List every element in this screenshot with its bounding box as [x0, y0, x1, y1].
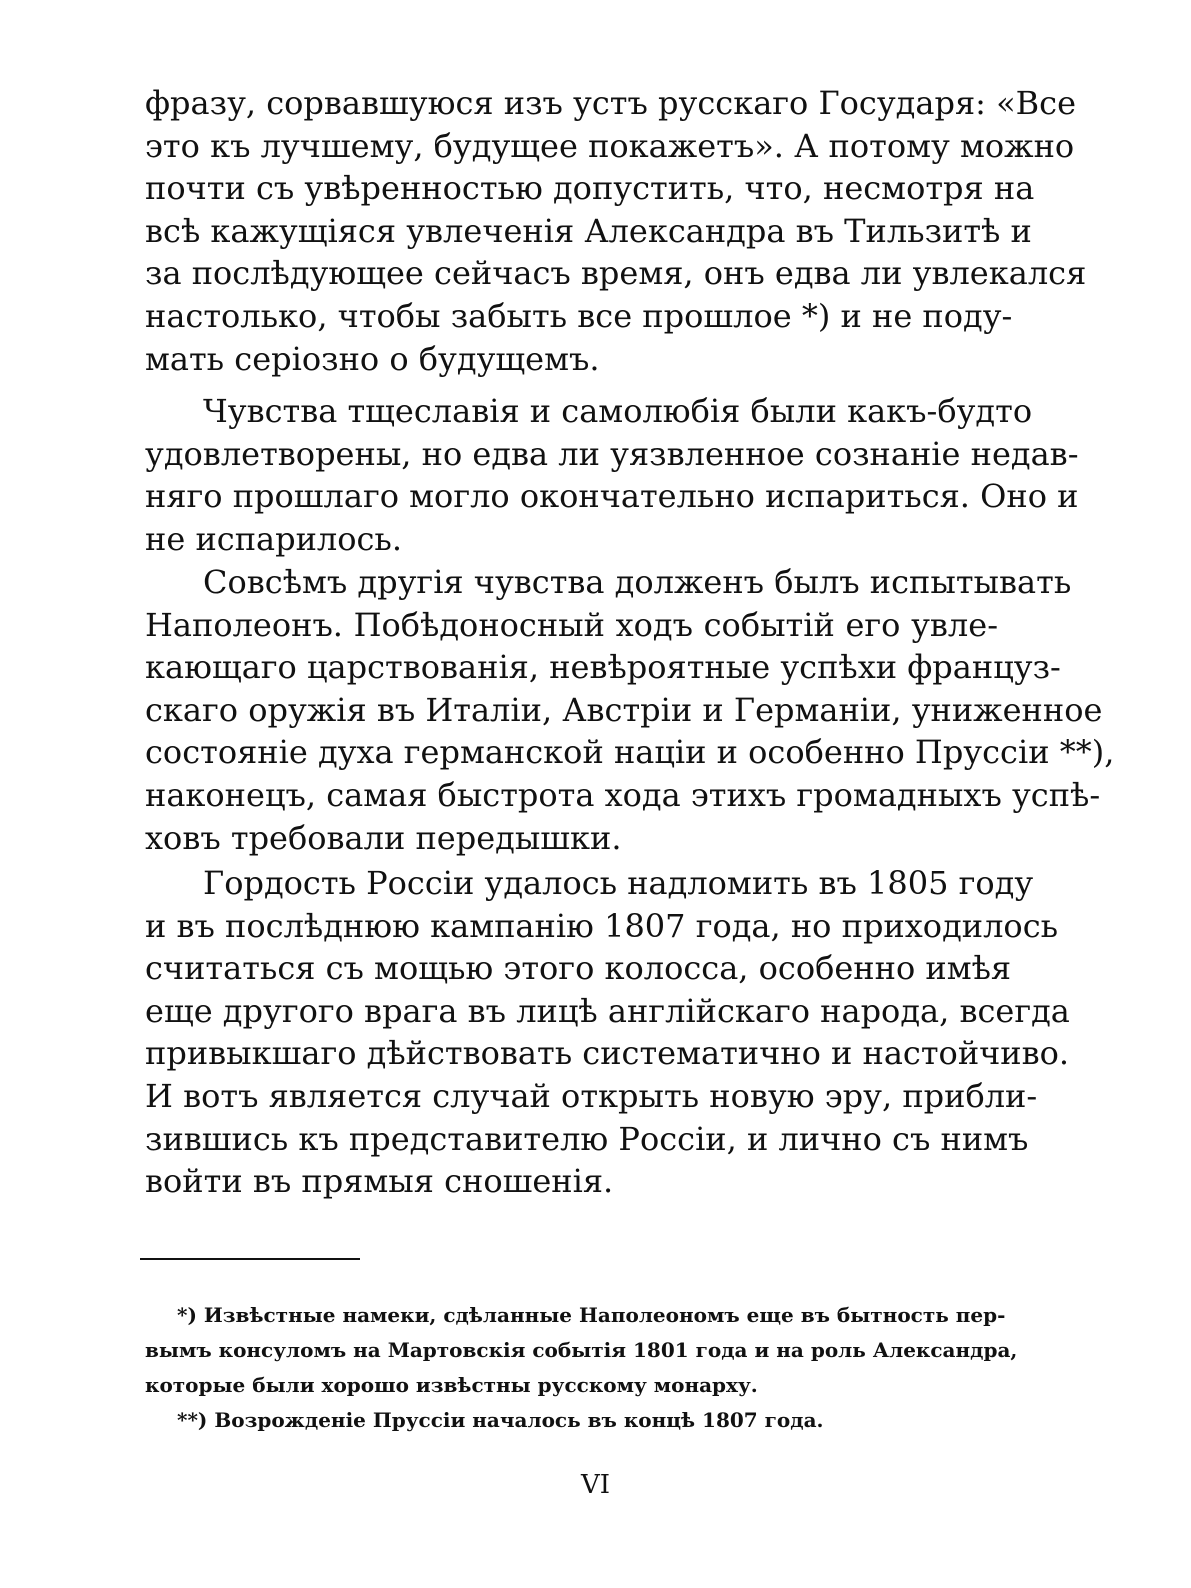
text-line: удовлетворены, но едва ли уязвленное сознаніе недав-: [145, 434, 1079, 473]
text-line: кающаго царствованія, невѣроятные успѣхи француз-: [145, 648, 1061, 687]
text-line: войти въ прямыя сношенія.: [145, 1162, 614, 1201]
paragraph-3: [145, 561, 1115, 859]
text-line: привыкшаго дѣйствовать систематично и настойчиво.: [145, 1034, 1070, 1073]
paragraph-4: [145, 862, 1070, 1203]
footnote-divider: [140, 1258, 360, 1260]
text-line: мать серіозно о будущемъ.: [145, 339, 600, 378]
footnote-2: [145, 1403, 998, 1438]
text-line: няго прошлаго могло окончательно испариться. Оно и: [145, 477, 1079, 516]
text-line: Гордость Россіи удалось надломить въ 1805 году: [203, 864, 1034, 902]
text-line: скаго оружія въ Италіи, Австріи и Германіи, униженное: [145, 690, 1103, 729]
text-line: это къ лучшему, будущее покажетъ». А потому можно: [145, 126, 1075, 165]
text-line: И вотъ является случай открыть новую эру, прибли-: [145, 1076, 1038, 1115]
text-line: ховъ требовали передышки.: [145, 818, 622, 857]
text-line: Совсѣмъ другія чувства долженъ былъ испытывать: [203, 563, 1072, 601]
text-line: Наполеонъ. Побѣдоносный ходъ событій его увле-: [145, 605, 998, 644]
footnote-line: **) Возрожденіе Пруссіи началось въ концѣ 1807 года.: [177, 1408, 824, 1432]
footnote-1: [145, 1298, 1018, 1403]
text-line: зившись къ представителю Россіи, и лично съ нимъ: [145, 1119, 1029, 1158]
text-line: Чувства тщеславія и самолюбія были какъ-будто: [203, 392, 1033, 430]
text-line: не испарилось.: [145, 519, 403, 558]
text-line: и въ послѣднюю кампанію 1807 года, но приходилось: [145, 906, 1059, 945]
text-line: фразу, сорвавшуюся изъ устъ русскаго Государя: «Все: [145, 84, 1077, 122]
text-line: за послѣдующее сейчасъ время, онъ едва ли увлекался: [145, 254, 1087, 293]
text-line: всѣ кажущіяся увлеченія Александра въ Тильзитѣ и: [145, 211, 1032, 250]
footnotes: [145, 1298, 1018, 1438]
text-line: почти съ увѣренностью допустить, что, несмотря на: [145, 169, 1035, 208]
text-line: настолько, чтобы забыть все прошлое *) и не поду-: [145, 296, 1013, 335]
text-line: еще другого врага въ лицѣ англійскаго народа, всегда: [145, 991, 1070, 1030]
footnote-line: вымъ консуломъ на Мартовскія событія 1801 года и на роль Александра,: [145, 1338, 1018, 1362]
footnote-line: которые были хорошо извѣстны русскому монарху.: [145, 1373, 758, 1397]
footnote-line: *) Извѣстные намеки, сдѣланные Наполеономъ еще въ бытность пер-: [177, 1303, 1006, 1327]
text-line: считаться съ мощью этого колосса, особенно имѣя: [145, 949, 1012, 988]
text-line: наконецъ, самая быстрота хода этихъ громадныхъ успѣ-: [145, 775, 1101, 814]
page-number: VI: [580, 1470, 611, 1500]
text-line: состояніе духа германской націи и особенно Пруссіи **),: [145, 733, 1115, 772]
paragraph-1: [145, 82, 1087, 380]
paragraph-2: [145, 390, 1079, 560]
